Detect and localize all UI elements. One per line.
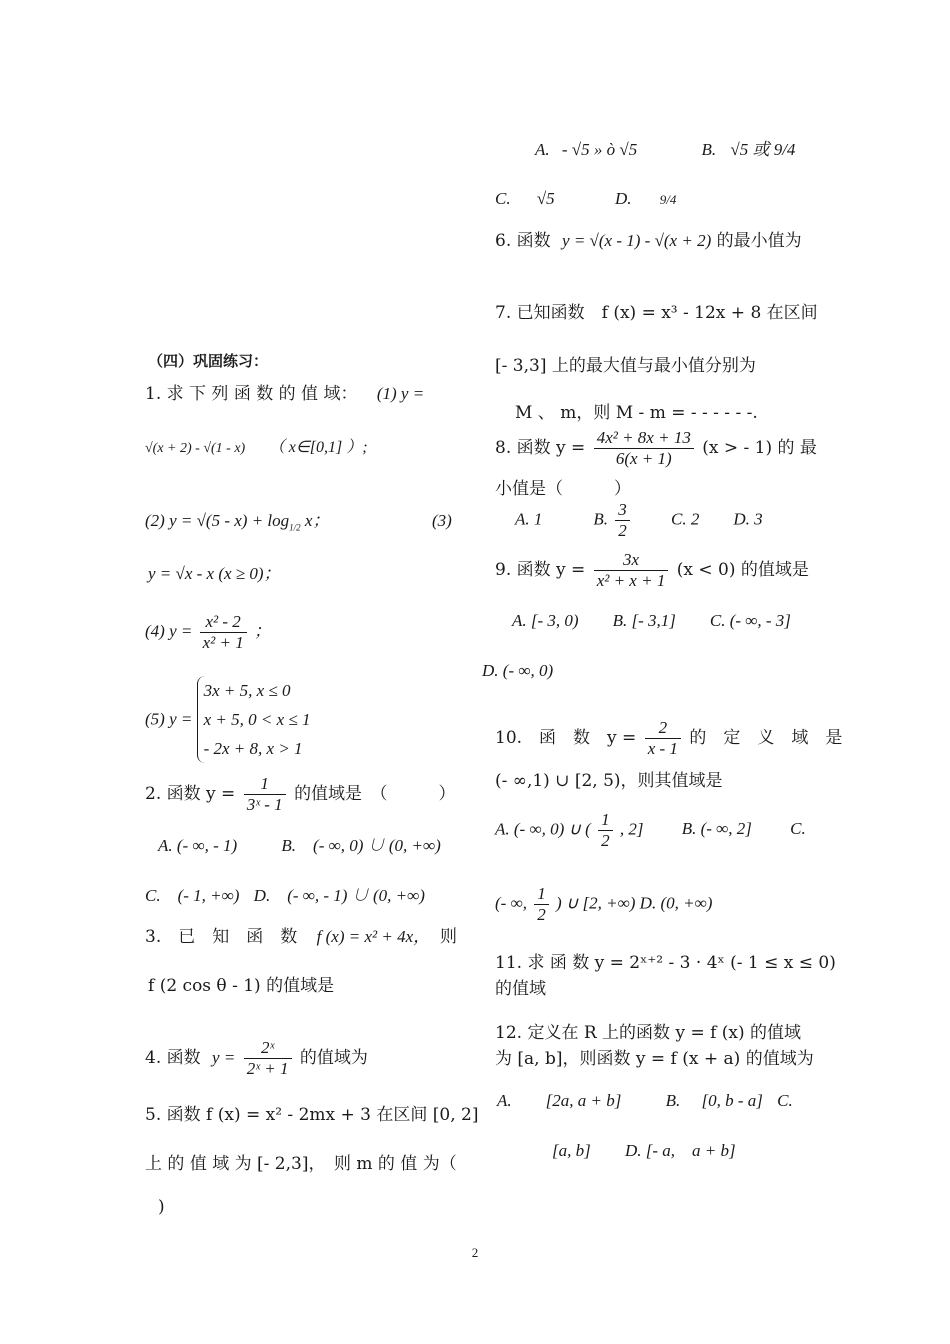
q10-options-cd (495, 884, 712, 925)
q2-numerator: 1 (244, 774, 286, 795)
q4-numerator: 2ˣ (244, 1038, 292, 1059)
q2-option-c: C. (- 1, +∞) (145, 886, 240, 905)
q1-part-4-denominator: x² + 1 (202, 633, 244, 652)
q8-options (515, 500, 763, 541)
q9-denominator: x² + x + 1 (596, 571, 666, 590)
q2-options-cd (145, 885, 425, 907)
q12-option-a: A. [2a, a + b] (497, 1091, 622, 1110)
question-8-line-2: 小值是（ ） (495, 479, 631, 499)
question-4 (145, 1038, 368, 1079)
q4-option-b-label: B. (701, 140, 717, 159)
q10-option-c-post: ) ∪ [2, +∞) D. (0, +∞) (555, 893, 713, 913)
q4-option-d-label: D. (614, 189, 632, 208)
q10-c-denominator: 2 (537, 905, 546, 924)
q9-options: A. [- 3, 0) B. [- 3,1] C. (- ∞, - 3] (512, 611, 791, 630)
question-12-line-2: 为 [a, b]，则函数 y = f (x + a) 的值域为 (495, 1049, 814, 1069)
q1-part-5-label: (5) y = (145, 709, 193, 729)
question-7-line-3: M 、 m，则 M - m = - - - - - -. (515, 403, 758, 423)
q10-option-c-pre: (- ∞, (495, 893, 527, 913)
question-7-line-1: 7. 已知函数 f (x) = x³ - 12x + 8 在区间 (495, 303, 818, 323)
q1-part-5-case-3: - 2x + 8, x > 1 (203, 739, 303, 758)
q1-part-1-label: (1) y = (376, 384, 425, 403)
q12-option-c: [a, b] (552, 1141, 591, 1160)
q9-text-b: (x < 0) 的值域是 (676, 560, 809, 580)
q4-option-b-text: √5 或 9/4 (730, 140, 796, 159)
q8-options-tail: C. 2 D. 3 (637, 509, 763, 529)
q1-part-5-case-2: x + 5, 0 < x ≤ 1 (203, 710, 311, 729)
q4-option-c-text: √5 (536, 189, 555, 208)
q8-text-b: (x > - 1) 的 最 (702, 438, 817, 458)
q4-option-a-text: - √5 » ò √5 (561, 140, 638, 159)
q3-expression: f (x) = x² + 4x， (316, 927, 431, 946)
q10-option-a-fraction (598, 810, 613, 851)
question-9 (495, 550, 809, 591)
q10-denominator: x - 1 (647, 739, 678, 758)
q12-option-c-label: C. (777, 1091, 793, 1110)
q10-fraction (645, 718, 681, 759)
q2-text-b: 的值域是 （ ） (294, 784, 456, 804)
question-5-line-2: 上 的 值 域 为 [- 2,3]， 则 m 的 值 为（ (145, 1154, 457, 1174)
question-12-line-1: 12. 定义在 R 上的函数 y = f (x) 的值域 (495, 1023, 802, 1043)
q10-a-numerator: 1 (598, 810, 613, 831)
q2-option-d: D. (- ∞, - 1) ∪ (0, +∞) (253, 886, 425, 905)
q1-part-2-subscript: 1/2 (289, 522, 301, 533)
q4-text-b: 的值域为 (299, 1048, 368, 1068)
q10-option-c-label: C. (790, 819, 806, 839)
q9-text-a: 9. 函数 y = (495, 560, 586, 580)
question-7-line-2: [- 3,3] 上的最大值与最小值分别为 (495, 356, 756, 376)
question-5-line-1: 5. 函数 f (x) = x² - 2mx + 3 在区间 [0, 2] (145, 1105, 479, 1125)
q10-text-a: 10. 函 数 y = (495, 728, 637, 748)
q4-option-c-label: C. (495, 189, 511, 208)
q8-b-numerator: 3 (615, 500, 630, 521)
question-5-line-3: ) (158, 1197, 165, 1217)
q1-part-2-tail: x； (304, 511, 330, 530)
q1-part-3-label: (3) (432, 511, 452, 530)
q1-part-5-piecewise (197, 676, 311, 763)
q3-text: 3. 已 知 函 数 (145, 927, 298, 947)
q4-fraction (244, 1038, 292, 1079)
question-3-line-1 (145, 926, 430, 948)
q12-options-cd (552, 1140, 736, 1162)
q8-text-a: 8. 函数 y = (495, 438, 586, 458)
q1-part-2-expr: (2) y = √(5 - x) + log (145, 511, 290, 530)
q1-part-5-case-1: 3x + 5, x ≤ 0 (203, 681, 291, 700)
q1-part-4-numerator: x² - 2 (200, 612, 247, 633)
q10-c-numerator: 1 (534, 884, 549, 905)
q10-numerator: 2 (645, 718, 681, 739)
question-10-line-2: (- ∞,1) ∪ [2, 5)，则其值域是 (495, 771, 723, 791)
q3-tail: 则 (440, 927, 457, 947)
q4-option-a-label: A. (535, 140, 550, 159)
q4-text-a: 4. 函数 (145, 1048, 201, 1068)
q1-text: 1. 求 下 列 函 数 的 值 域： (145, 384, 358, 404)
q10-option-c-fraction (534, 884, 549, 925)
q10-option-b: B. (- ∞, 2] (681, 819, 752, 839)
q6-tail: 的最小值为 (716, 231, 802, 251)
q8-option-b-fraction (615, 500, 630, 541)
q8-b-denominator: 2 (618, 521, 627, 540)
q12-option-b: B. [0, b - a] (665, 1091, 763, 1110)
q2-denominator: 3ˣ - 1 (246, 795, 283, 814)
page-number: 2 (471, 1245, 479, 1260)
q10-option-a-post: , 2] (619, 819, 644, 839)
q9-fraction (594, 550, 669, 591)
q6-text: 6. 函数 (495, 231, 551, 251)
q8-denominator: 6(x + 1) (615, 449, 672, 468)
q1-part-1-expression: √(x + 2) - √(1 - x) (145, 441, 246, 456)
q2-text-a: 2. 函数 y = (145, 784, 236, 804)
q2-option-b: B. (- ∞, 0) ∪ (0, +∞) (281, 836, 441, 855)
question-1-line-1 (145, 383, 424, 405)
q1-part-1-expression-line (145, 437, 368, 460)
q2-options-ab (158, 835, 441, 857)
q4-option-d-text: 9/4 (659, 192, 677, 207)
question-6 (495, 230, 802, 252)
q1-part-5 (145, 676, 310, 763)
q1-part-1-domain: （ x∈[0,1] ）; (268, 439, 368, 456)
question-11-line-1: 11. 求 函 数 y = 2ˣ⁺² - 3 · 4ˣ (- 1 ≤ x ≤ 0) (495, 953, 836, 973)
q4-y: y = (212, 1048, 236, 1067)
q1-part-2 (145, 510, 329, 538)
q9-numerator: 3x (594, 550, 669, 571)
q1-part-4 (145, 612, 271, 653)
q8-options-a: A. 1 B. (515, 509, 609, 529)
q4-denominator: 2ˣ + 1 (246, 1059, 289, 1078)
section-title: （四）巩固练习： (148, 352, 269, 370)
q12-option-d: D. [- a, a + b] (624, 1141, 736, 1160)
q12-options-abc (497, 1090, 793, 1112)
q1-part-3-expression: y = √x - x (x ≥ 0)； (148, 564, 281, 583)
question-3-line-2: f (2 cos θ - 1) 的值域是 (148, 976, 335, 996)
q1-part-4-tail: ； (253, 621, 271, 641)
q8-numerator: 4x² + 8x + 13 (594, 428, 694, 449)
q9-option-d: D. (- ∞, 0) (482, 661, 554, 680)
question-2 (145, 774, 456, 815)
q10-a-denominator: 2 (601, 831, 610, 850)
q10-option-a-pre: A. (- ∞, 0) ∪ ( (495, 819, 591, 839)
q10-text-b: 的 定 义 域 是 (689, 728, 843, 748)
q1-part-4-fraction (200, 612, 247, 653)
q6-expression: y = √(x - 1) - √(x + 2) (562, 231, 712, 250)
q2-fraction (244, 774, 286, 815)
question-10 (495, 718, 842, 759)
question-8 (495, 428, 817, 469)
q10-options-ab (495, 810, 806, 851)
q2-option-a: A. (- ∞, - 1) (158, 836, 238, 855)
q8-fraction (594, 428, 694, 469)
q4-options-line-1 (535, 139, 795, 161)
q4-options-line-2 (495, 188, 676, 211)
question-11-line-2: 的值域 (495, 979, 546, 999)
q1-part-4-label: (4) y = (145, 621, 193, 641)
